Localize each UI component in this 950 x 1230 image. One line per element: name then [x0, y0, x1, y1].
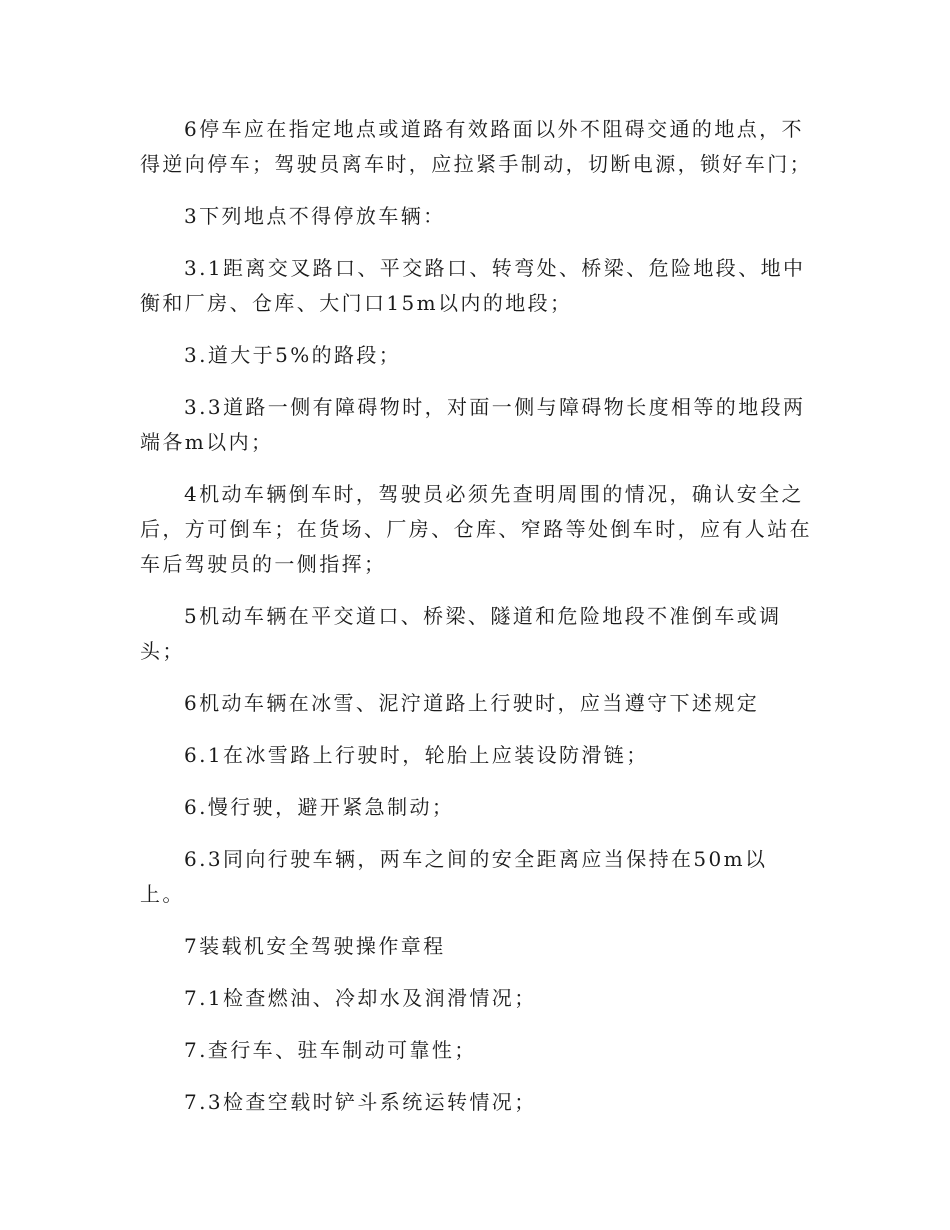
- paragraph-icy-roads-6-1: 6.1在冰雪路上行驶时，轮胎上应装设防滑链；: [184, 743, 649, 767]
- paragraph-reversing: 4机动车辆倒车时，驾驶员必须先查明周围的情况，确认安全之后，方可倒车；在货场、厂房、仓库、窄路等处倒车时，应有人站在车后驾驶员的一侧指挥；: [140, 482, 812, 576]
- paragraph-loader-7-2: 7.查行车、驻车制动可靠性；: [184, 1038, 477, 1062]
- paragraph-icy-roads-6-2: 6.慢行驶，避开紧急制动；: [184, 795, 455, 819]
- paragraph-icy-roads-heading: 6机动车辆在冰雪、泥泞道路上行驶时，应当遵守下述规定: [184, 691, 760, 715]
- paragraph-loader-7-1: 7.1检查燃油、冷却水及润滑情况；: [184, 986, 537, 1010]
- paragraph-loader-heading: 7装载机安全驾驶操作章程: [184, 934, 446, 958]
- paragraph-no-parking-heading: 3下列地点不得停放车辆：: [184, 204, 446, 228]
- document-body: [140, 112, 812, 1137]
- paragraph-loader-7-3: 7.3检查空载时铲斗系统运转情况；: [184, 1090, 537, 1114]
- paragraph-no-parking-3-2: 3.道大于5%的路段；: [184, 343, 402, 367]
- paragraph-no-reversing-zones: 5机动车辆在平交道口、桥梁、隧道和危险地段不准倒车或调头；: [140, 604, 782, 663]
- paragraph-icy-roads-6-3: 6.3同向行驶车辆，两车之间的安全距离应当保持在50m以上。: [140, 847, 768, 906]
- paragraph-no-parking-3-3: 3.3道路一侧有障碍物时，对面一侧与障碍物长度相等的地段两端各m以内；: [140, 395, 806, 454]
- paragraph-no-parking-3-1: 3.1距离交叉路口、平交路口、转弯处、桥梁、危险地段、地中衡和厂房、仓库、大门口15m以内的地段；: [140, 256, 806, 315]
- paragraph-parking-location: 6停车应在指定地点或道路有效路面以外不阻碍交通的地点，不得逆向停车；驾驶员离车时，应拉紧手制动，切断电源，锁好车门；: [140, 117, 812, 176]
